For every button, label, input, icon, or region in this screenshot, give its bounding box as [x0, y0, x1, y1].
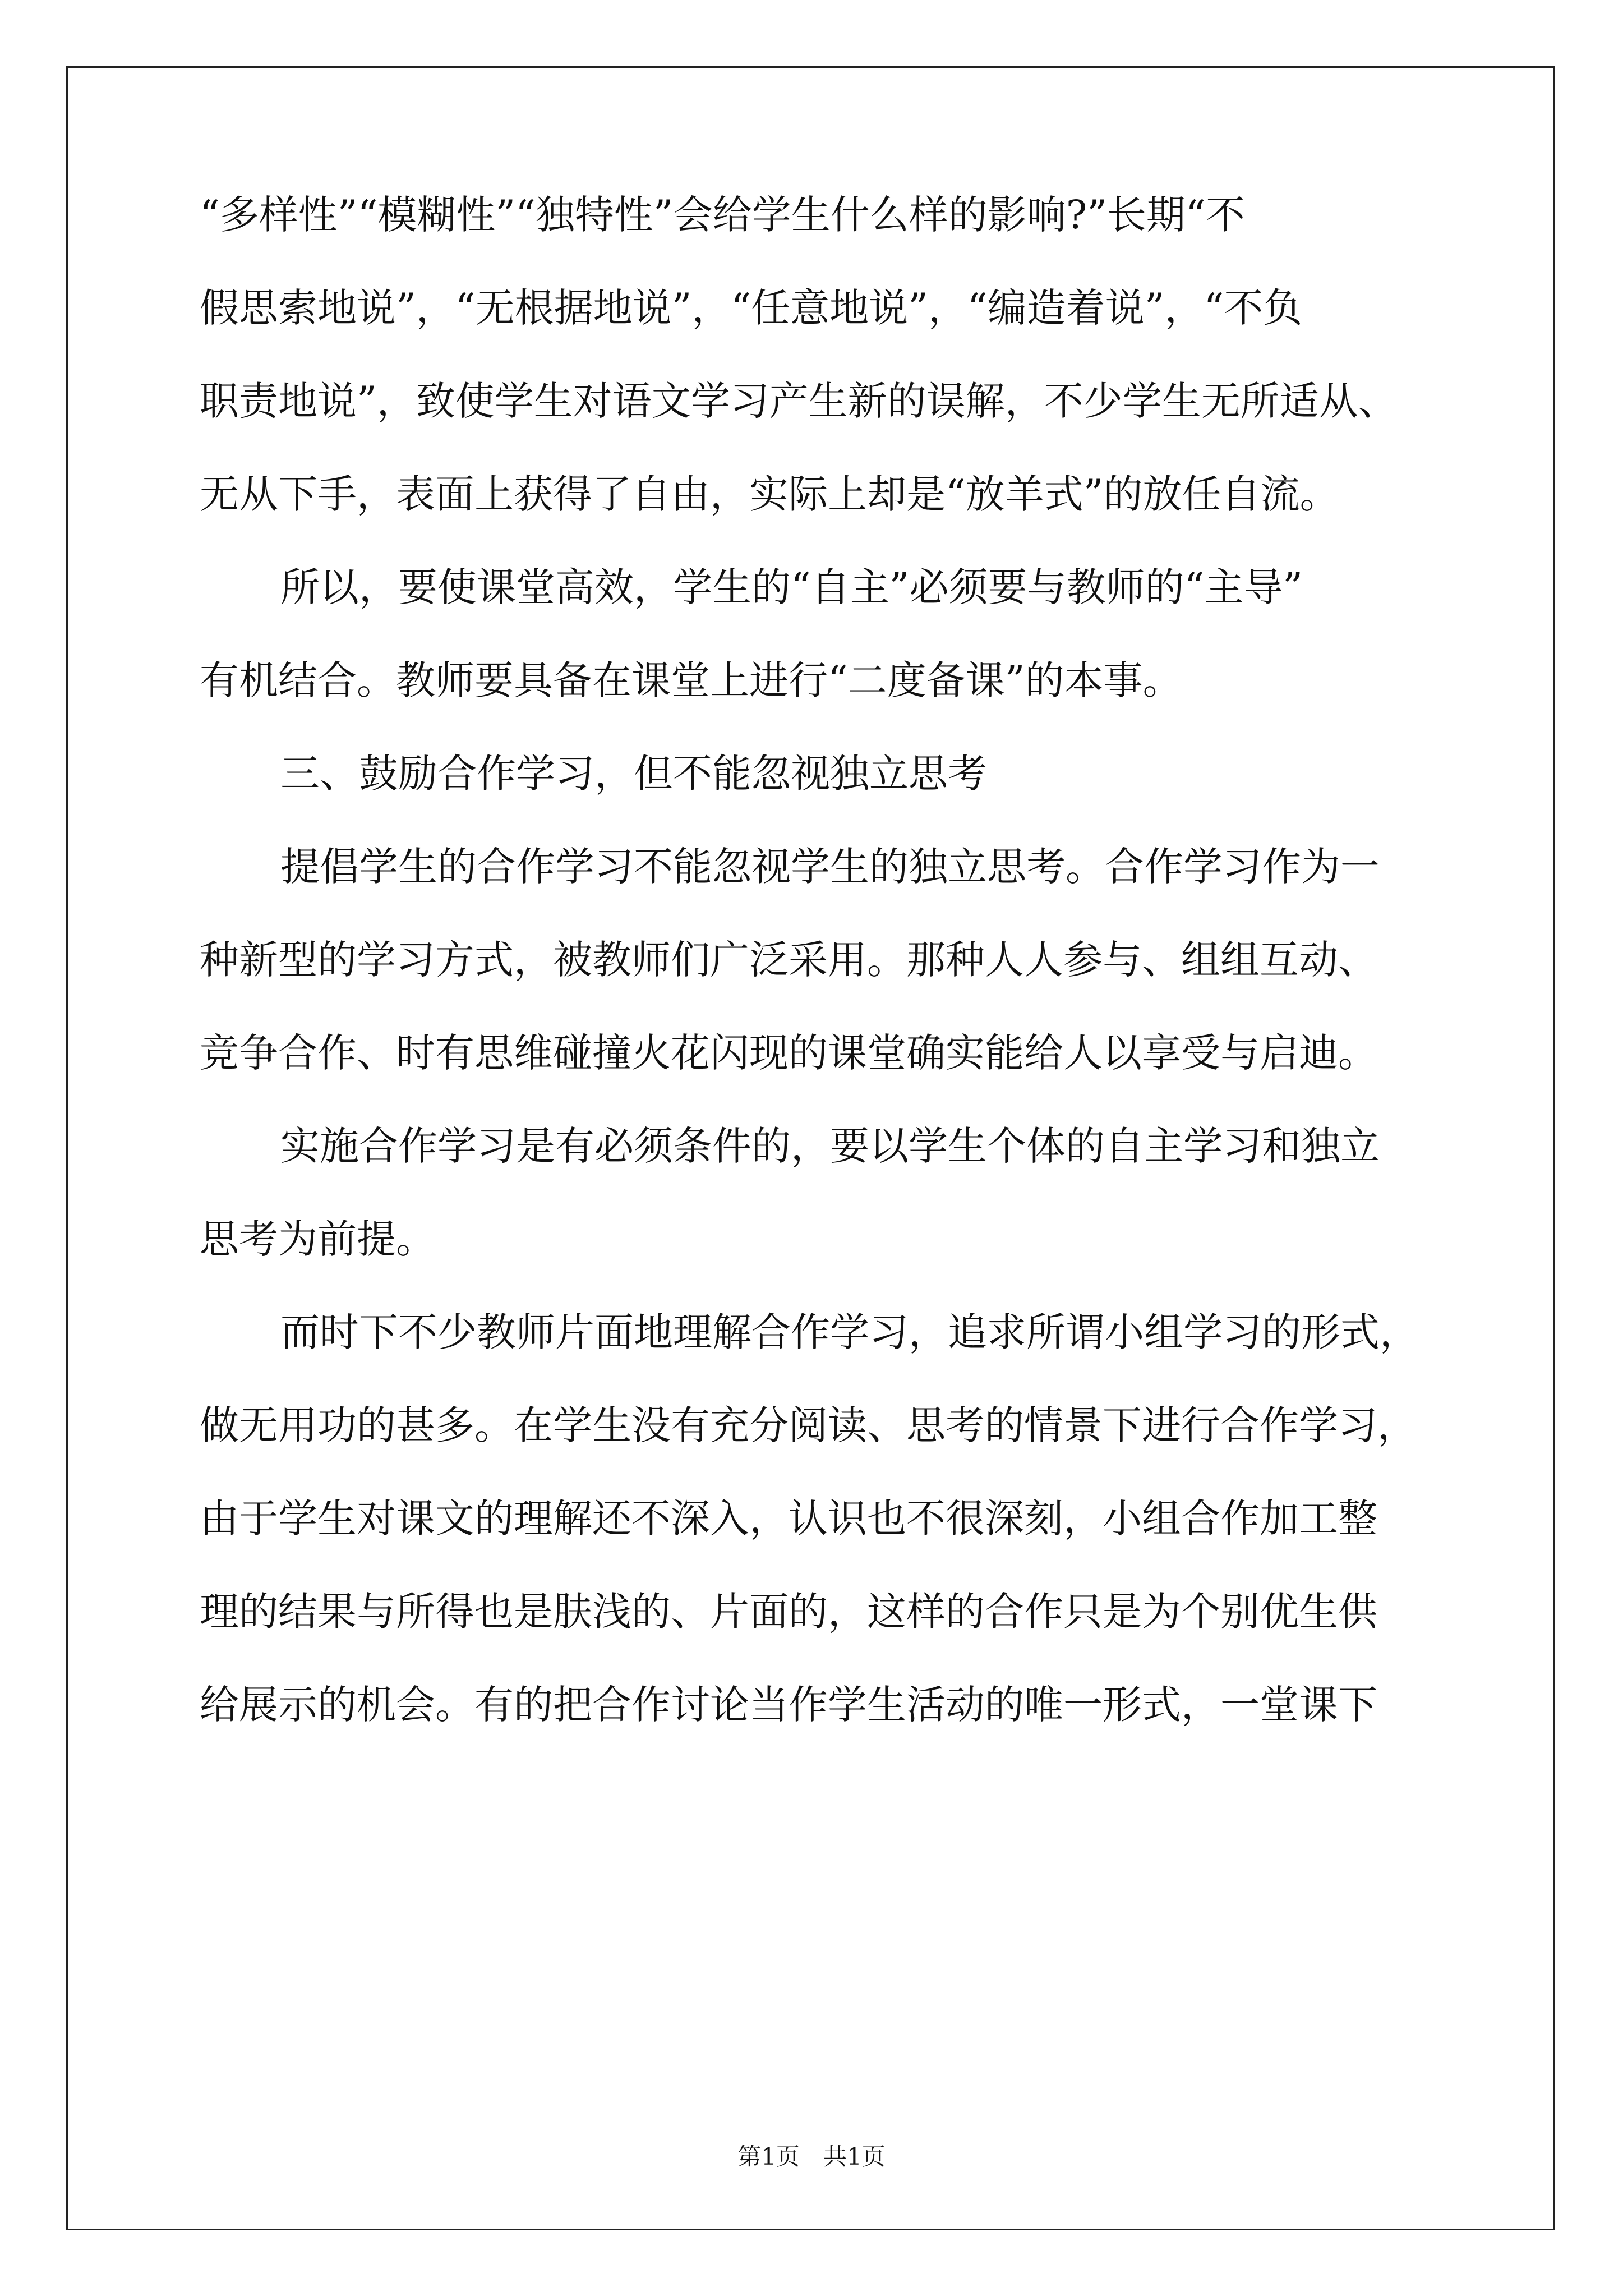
- text-line: “多样性”“模糊性”“独特性”会给学生什么样的影响?”长期“不: [200, 192, 1245, 238]
- text-line: 职责地说”，致使学生对语文学习产生新的误解，不少学生无所适从、: [200, 378, 1398, 424]
- text-line: 做无用功的甚多。在学生没有充分阅读、思考的情景下进行合作学习，: [200, 1402, 1417, 1448]
- text-line: 种新型的学习方式，被教师们广泛采用。那种人人参与、组组互动、: [200, 937, 1377, 983]
- paragraph-first-line: 所以，要使课堂高效，学生的“自主”必须要与教师的“主导”: [280, 564, 1303, 610]
- paragraph-first-line: 而时下不少教师片面地理解合作学习，追求所谓小组学习的形式，: [280, 1309, 1419, 1355]
- page-number: 第1页 共1页: [737, 2143, 886, 2170]
- text-line: 思考为前提。: [200, 1216, 435, 1262]
- text-line: 理的结果与所得也是肤浅的、片面的，这样的合作只是为个别优生供: [200, 1589, 1377, 1635]
- paragraph-first-line: 提倡学生的合作学习不能忽视学生的独立思考。合作学习作为一: [280, 844, 1380, 890]
- text-line: 给展示的机会。有的把合作讨论当作学生活动的唯一形式，一堂课下: [200, 1682, 1377, 1728]
- text-line: 无从下手，表面上获得了自由，实际上却是“放羊式”的放任自流。: [200, 471, 1339, 517]
- paragraph-first-line: 实施合作学习是有必须条件的，要以学生个体的自主学习和独立: [280, 1123, 1380, 1169]
- text-line: 竞争合作、时有思维碰撞火花闪现的课堂确实能给人以享受与启迪。: [200, 1030, 1377, 1076]
- document-body: [200, 168, 1473, 1751]
- section-heading: 三、鼓励合作学习，但不能忽视独立思考: [280, 751, 987, 797]
- text-line: 由于学生对课文的理解还不深入，认识也不很深刻，小组合作加工整: [200, 1496, 1377, 1542]
- text-line: 假思索地说”，“无根据地说”，“任意地说”，“编造着说”，“不负: [200, 285, 1303, 331]
- text-line: 有机结合。教师要具备在课堂上进行“二度备课”的本事。: [200, 657, 1182, 703]
